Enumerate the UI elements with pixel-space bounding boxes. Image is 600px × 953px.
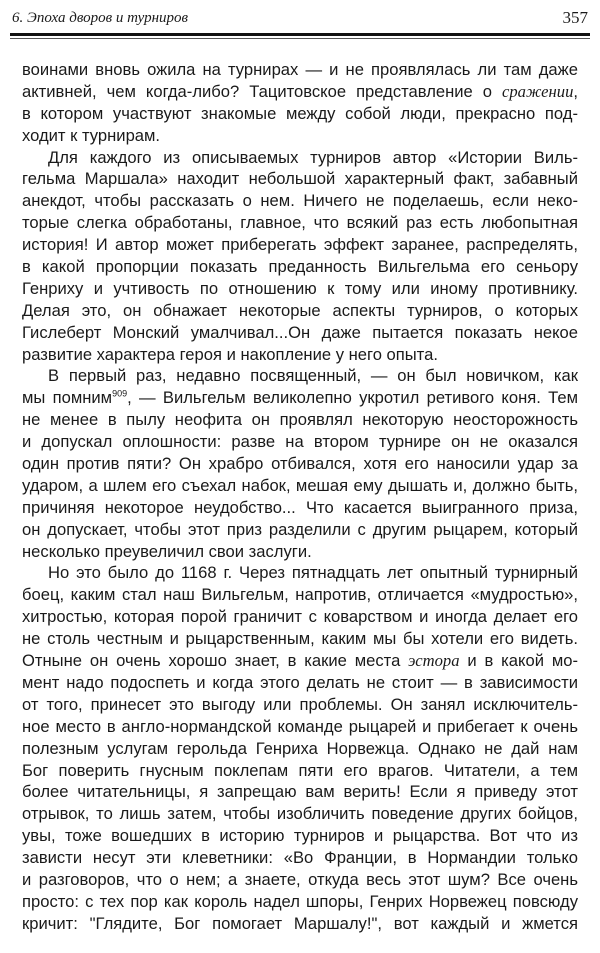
text-segment[interactable]: не столь честным и рыцарственным, каким мы бы хотели его видеть. xyxy=(22,629,578,649)
text-segment[interactable]: несколько преувеличил свои заслуги. xyxy=(22,541,312,561)
text-segment[interactable]: и разговоров, что о нем; а знаете, откуда весь этот шум? Все очень xyxy=(22,869,578,889)
text-line xyxy=(22,584,578,606)
text-line xyxy=(22,562,578,584)
text-line xyxy=(22,694,578,716)
text-segment[interactable]: ное место в англо-нормандской команде рыцарей и прибегает к очень xyxy=(22,716,578,736)
text-line xyxy=(22,847,578,869)
text-segment[interactable]: боец, каким стал наш Вильгельм, напротив, отличается «мудростью», xyxy=(22,585,578,605)
text-line xyxy=(22,869,578,891)
text-line xyxy=(22,409,578,431)
text-segment[interactable]: в котором участвуют знакомые между собой люди, прекрасно под- xyxy=(22,103,578,123)
paragraph xyxy=(22,562,578,934)
text-line xyxy=(22,760,578,782)
paragraph xyxy=(22,365,578,562)
text-segment[interactable]: мент надо подоспеть и когда этого делать не стоит — в зависимости xyxy=(22,672,578,692)
text-line xyxy=(22,453,578,475)
text-segment[interactable]: просто: с тех пор как король надел шпоры, Генрих Норвежец повсюду xyxy=(22,891,578,911)
text-line xyxy=(22,81,578,103)
text-segment[interactable]: Гислеберт Монский умалчивал...Он даже пытается показать некое xyxy=(22,322,578,342)
text-segment[interactable]: хитростью, которая порой граничит с коварством и иногда делает его xyxy=(22,607,578,627)
text-segment[interactable]: ударом, а шлем его съехал набок, мешая ему дышать и, должно быть, xyxy=(22,475,578,495)
text-segment[interactable]: от того, принесет это выгоду или проблемы. Он занял исключитель- xyxy=(22,694,578,714)
text-line xyxy=(22,212,578,234)
running-header xyxy=(10,6,588,32)
text-segment[interactable]: , — Вильгельм великолепно укротил ретивого коня. Тем xyxy=(127,388,578,408)
text-line xyxy=(22,913,578,935)
text-segment[interactable]: зависти несут эти клеветники: «Во Франции, в Нормандии только xyxy=(22,848,578,868)
italic-term: сражении xyxy=(502,81,574,101)
page-number: 357 xyxy=(562,8,588,27)
paragraph xyxy=(22,147,578,366)
text-line xyxy=(22,628,578,650)
text-segment[interactable]: ходит к турнирам. xyxy=(22,125,161,145)
body-text xyxy=(22,59,578,935)
text-line xyxy=(22,365,578,387)
text-line xyxy=(22,672,578,694)
text-segment[interactable]: гельма Маршала» находит небольшой характерный факт, забавный xyxy=(22,169,578,189)
text-line xyxy=(22,803,578,825)
text-segment[interactable]: более читательницы, я запрещаю вам верить! Если я приведу этот xyxy=(22,782,578,802)
text-line xyxy=(22,103,578,125)
text-segment[interactable]: анекдот, чтобы рассказать о нем. Ничего не поделаешь, если неко- xyxy=(22,191,578,211)
paragraph xyxy=(22,59,578,147)
text-segment[interactable]: развитие характера героя и накопление у него опыта. xyxy=(22,344,438,364)
text-line xyxy=(22,716,578,738)
text-segment[interactable]: и допускал оплошности: разве на втором турнире он не оказался xyxy=(22,432,578,452)
italic-term: эстора xyxy=(408,651,460,671)
text-line xyxy=(22,497,578,519)
text-segment[interactable]: Для каждого из описываемых турниров автор «Истории Виль- xyxy=(48,147,578,167)
header-rule-thin xyxy=(10,38,590,39)
text-segment[interactable]: полезным услугам герольда Генриха Норвежца. Однако не дай нам xyxy=(22,738,578,758)
text-segment[interactable]: и в какой мо- xyxy=(459,651,578,671)
text-line xyxy=(22,738,578,760)
text-segment[interactable]: Делая это, он обнажает некоторые аспекты турниров, о которых xyxy=(22,300,578,320)
text-line xyxy=(22,59,578,81)
text-segment[interactable]: В первый раз, недавно посвященный, — он был новичком, как xyxy=(48,366,578,386)
text-segment[interactable]: Бог поверить гнусным поклепам пяти его врагов. Читатели, а тем xyxy=(22,760,578,780)
text-line xyxy=(22,475,578,497)
header-rule xyxy=(10,33,590,36)
text-line xyxy=(22,234,578,256)
text-line xyxy=(22,322,578,344)
text-segment[interactable]: увы, тоже вошедших в историю турниров и рыцарства. Вот что из xyxy=(22,826,578,846)
text-segment[interactable]: Отныне он очень хорошо знает, в какие места xyxy=(22,651,409,671)
text-line xyxy=(22,781,578,803)
text-segment[interactable]: торые слегка обработаны, главное, что всякий раз есть любопытная xyxy=(22,213,578,233)
text-line xyxy=(22,278,578,300)
text-line xyxy=(22,256,578,278)
text-segment[interactable]: Генриху и учтивость по отношению к тому или иному противнику. xyxy=(22,278,578,298)
text-line xyxy=(22,344,578,366)
footnote-ref[interactable]: 909 xyxy=(112,388,128,399)
text-line xyxy=(22,168,578,190)
text-line xyxy=(22,300,578,322)
text-line xyxy=(22,190,578,212)
text-segment[interactable]: активней, чем когда-либо? Тацитовское представление о xyxy=(22,81,502,101)
text-segment[interactable]: отрывок, то лишь затем, чтобы изобличить поведение других бойцов, xyxy=(22,804,578,824)
text-segment[interactable]: причиняя некоторое неудобство... Что касается выигранного приза, xyxy=(22,497,578,517)
text-segment[interactable]: он допускает, чтобы этот приз разделили с другим рыцарем, который xyxy=(22,519,578,539)
text-segment[interactable]: , xyxy=(573,81,578,101)
text-line xyxy=(22,147,578,169)
text-segment[interactable]: не менее в пылу неофита он проявлял некоторую неосторожность xyxy=(22,410,578,430)
text-line xyxy=(22,519,578,541)
text-line xyxy=(22,891,578,913)
text-line xyxy=(22,650,578,672)
text-segment[interactable]: история! И автор может приберегать эффект заранее, распределять, xyxy=(22,235,578,255)
text-line xyxy=(22,431,578,453)
text-segment[interactable]: воинами вновь ожила на турнирах — и не проявлялась ли там даже xyxy=(22,60,578,79)
text-segment[interactable]: в какой пропорции показать преданность Вильгельма его сеньору xyxy=(22,257,578,277)
text-segment[interactable]: мы помним xyxy=(22,388,113,408)
text-segment[interactable]: один против пяти? Он храбро отбивался, хотя его наносили удар за xyxy=(22,454,578,474)
text-segment[interactable]: Но это было до 1168 г. Через пятнадцать лет опытный турнирный xyxy=(48,563,578,583)
chapter-title: 6. Эпоха дворов и турниров xyxy=(12,10,189,26)
text-line xyxy=(22,541,578,563)
text-line xyxy=(22,387,578,409)
text-line xyxy=(22,125,578,147)
text-line xyxy=(22,825,578,847)
text-segment[interactable]: кричит: "Глядите, Бог помогает Маршалу!", вот каждый и жмется xyxy=(22,913,578,933)
text-line xyxy=(22,606,578,628)
